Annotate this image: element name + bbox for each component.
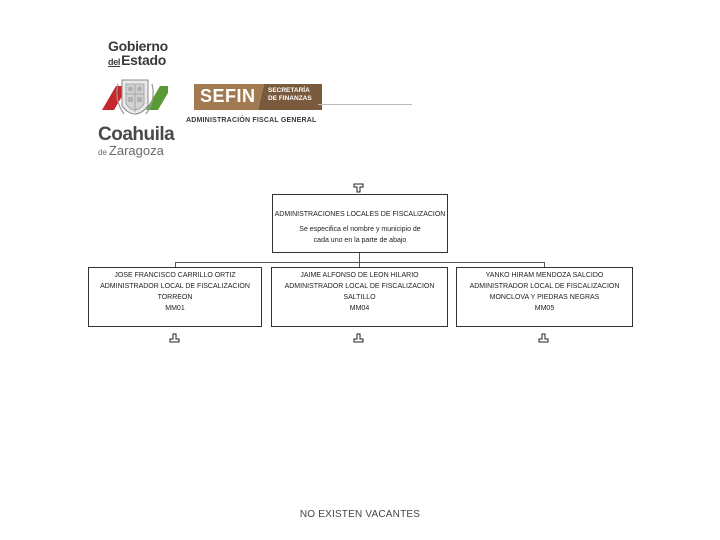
child-code: MM01 (165, 305, 185, 312)
admin-locales-title: ADMINISTRACIONES LOCALES DE FISCALIZACION (274, 211, 446, 218)
child-city: TORREON (157, 294, 193, 301)
state-crest-icon (102, 76, 168, 126)
child-role: ADMINISTRADOR LOCAL DE FISCALIZACION (469, 283, 620, 290)
child-box-monclova (456, 267, 633, 327)
logo-estado-text (108, 52, 166, 68)
child-name: JOSE FRANCISCO CARRILLO ORTIZ (114, 272, 236, 279)
child-role: ADMINISTRADOR LOCAL DE FISCALIZACION (284, 283, 435, 290)
logo-estado-word: Estado (121, 52, 166, 68)
logo-zaragoza-word: Zaragoza (108, 143, 164, 158)
logo-coahuila-text: Coahuila (98, 124, 175, 145)
sefin-banner (194, 84, 322, 110)
coahuila-sefin-logo (86, 36, 326, 160)
admin-locales-box (272, 194, 448, 253)
child-city: MONCLOVA Y PIEDRAS NEGRAS (489, 294, 600, 301)
logo-divider (318, 104, 412, 105)
child-city: SALTILLO (343, 294, 376, 301)
trunk-connector (359, 253, 360, 262)
child-box-torreon (88, 267, 262, 327)
child-name: JAIME ALFONSO DE LEON HILARIO (300, 272, 419, 279)
logo-de-text: de (98, 148, 107, 157)
logo-gobierno-text: Gobierno (108, 38, 168, 54)
logo-del-text: del (108, 57, 121, 67)
sefin-text: SEFIN (200, 86, 256, 106)
child-code: MM04 (349, 305, 370, 312)
child-box-saltillo (271, 267, 448, 327)
no-vacancies-text: NO EXISTEN VACANTES (299, 509, 421, 520)
logo-zaragoza-text (98, 143, 164, 158)
hand-pointing-up-icon (353, 183, 364, 193)
hand-pointing-down-icon (538, 333, 549, 343)
secretaria-text (268, 87, 312, 103)
child-name: YANKO HIRAM MENDOZA SALCIDO (485, 272, 604, 279)
hand-pointing-down-icon (169, 333, 180, 343)
hand-pointing-down-icon (353, 333, 364, 343)
child-role: ADMINISTRADOR LOCAL DE FISCALIZACION (100, 283, 250, 290)
admin-locales-note-1: Se especifica el nombre y municipio de (299, 226, 421, 233)
afg-text: ADMINISTRACIÓN FISCAL GENERAL (186, 117, 317, 124)
admin-locales-note-2: cada uno en la parte de abajo (313, 237, 407, 244)
secretaria-line-1: SECRETARÍA (268, 87, 310, 94)
horizontal-connector (175, 262, 545, 263)
secretaria-line-2: DE FINANZAS (268, 95, 312, 102)
child-code: MM05 (534, 305, 555, 312)
